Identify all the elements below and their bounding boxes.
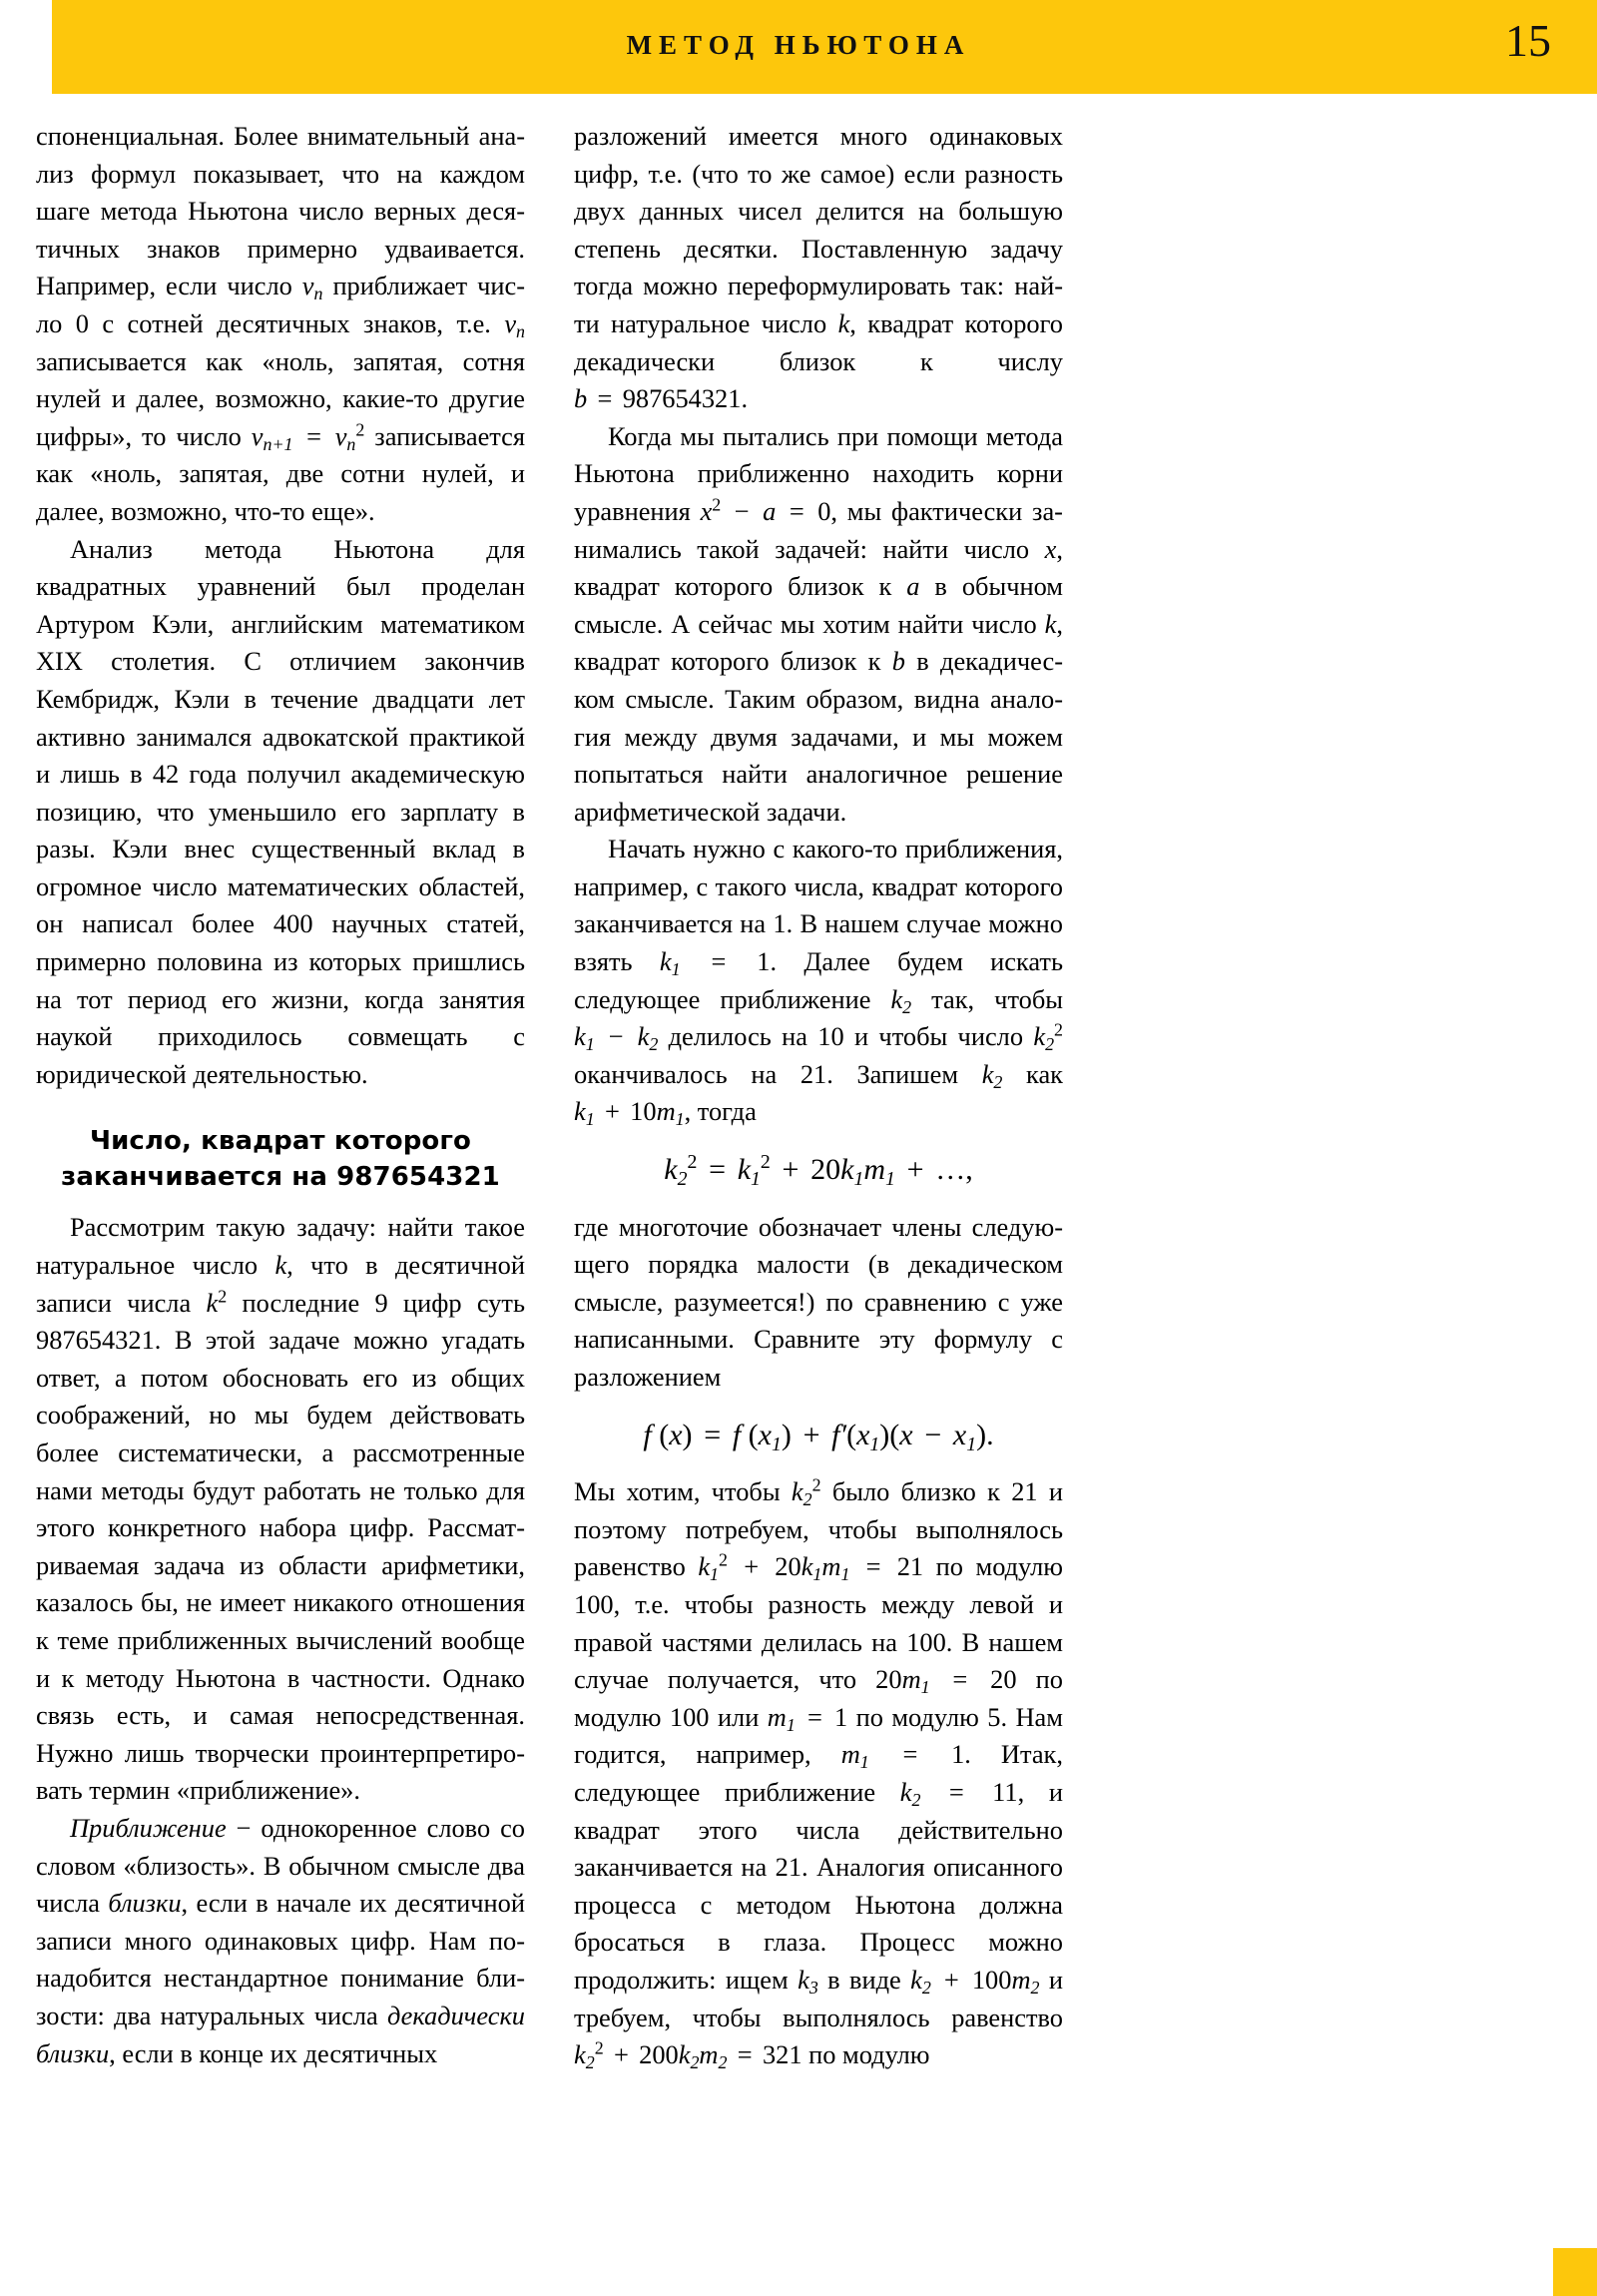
inline-math: b: [891, 646, 905, 677]
inline-math: $k_3$: [798, 1964, 818, 1998]
inline-math: k: [837, 307, 850, 338]
section-heading-line-1: Число, квадрат которого: [89, 1126, 472, 1157]
inline-math: $v_n$: [504, 307, 525, 341]
display-equation-1: $k_2^2 = k_1^2 + 20k_1m_1$ + …,: [664, 1151, 973, 1190]
inline-math: $k_2$: [890, 983, 912, 1017]
paragraph: Когда мы пытались при помощи метода Ньютона приближенно находить корни уравнения $x^2 - a = 0$, мы фактически занимались такой задачей: найти число x, квадрат которого близок к a в обычном смысле. А сейчас мы хотим найти число k, квадрат которого близок к b в декадическом смысле. Таким образом, видна аналогия между двумя задачами, и мы можем попытаться найти аналогичное решение арифметической задачи.: [574, 420, 1064, 827]
paragraph: Начать нужно с какого-то приближения, например, с такого числа, квадрат которого заканчивается на 1. В нашем случае можно взять $k_1 = 1$. Далее будем искать следующее приближение $k_2$ так, чтобы $k_1 - k_2$ делилось на 10 и чтобы число $k_2^2$ оканчивалось на 21. Запишем $k_2$ как $k_1 + 10m_1$, тогда: [574, 834, 1064, 1130]
inline-math: b = 987654321: [574, 383, 742, 414]
inline-math: $k_2 + 100m_2$: [910, 1964, 1040, 1998]
inline-math: $k^2$: [206, 1286, 228, 1318]
paragraph: Анализ метода Ньютона для квадратных уравнений был проделан Артуром Кэли, английским математиком XIX столетия. С отличием закончив Кембридж, Кэли в течение двадцати лет активно занимался адвокатской практикой и лишь в 42 года получил академическую позицию, что уменьшило его зарплату в разы. Кэли внес существенный вклад в огромное число математических областей, он написал более 400 научных статей, примерно половина из которых пришлись на тот период его жизни, когда занятия наукой приходилось совмещать с юридической деятельностью.: [36, 533, 525, 1089]
paragraph: споненциальная. Более внимательный анализ формул показывает, что на каждом шаге метода Ньютона число верных десятичных знаков примерно удваивается. Например, если число $v_n$ приближает число 0 с сотней десятичных знаков, т.е. $v_n$ записывается как «ноль, запятая, сотня нулей и далее, возможно, какие-то другие цифры», то число $v_{n+1} = v_n^2$ записывается как «ноль, запятая, две сотни нулей, и далее, возможно, что-то еще».: [36, 121, 526, 526]
left-text-column: [36, 118, 525, 2072]
right-text-column: [574, 118, 1063, 2074]
paragraph: Рассмотрим такую задачу: найти такое натуральное число k, что в десятичной записи числа $k^2$ последние 9 цифр суть 987654321. В этой задаче можно угадать ответ, а потом обосновать его из общих соображений, но мы будем действовать более систематически, а рассмотренные нами методы будут работать не только для этого конкретного набора цифр. Рассматриваемая задача из области арифметики, казалось бы, не имеет никакого отношения к теме приближенных вычислений вообще и к методу Ньютона в частности. Однако связь есть, и самая непосредственная. Нужно лишь творчески проинтерпретировать термин «приближение».: [36, 1212, 526, 1806]
paragraph: разложений имеется много одинаковых цифр, т.е. (что то же самое) если разность двух данных чисел делится на большую степень десятки. Поставленную задачу тогда можно переформулировать так: найти натуральное число k, квадрат которого декадически близок к числу b = 987654321.: [574, 121, 1063, 414]
display-equation-2: f (x) = f $(x_1) + f'(x_1)(x - x_1)$.: [643, 1418, 994, 1455]
running-header-title: МЕТОД НЬЮТОНА: [626, 30, 971, 60]
inline-math: x: [1044, 533, 1057, 564]
inline-math: $m_1 = 1$: [840, 1739, 965, 1773]
inline-math: $k_1 - k_2$: [574, 1021, 659, 1055]
inline-math: $x^2 - a = 0$: [700, 494, 831, 526]
inline-math: $20m_1 = 20$: [875, 1664, 1017, 1698]
inline-math: a: [906, 571, 920, 602]
inline-math: $k_2^2$: [791, 1474, 821, 1510]
inline-math: $k_1 = 1$: [659, 946, 771, 980]
paragraph: где многоточие обозначает члены следующего порядка малости (в декадическом смысле, разумеется!) по сравнению с уже написанными. Сравните эту формулу с разложением: [574, 1211, 1063, 1392]
inline-math: $k_2$: [981, 1058, 1003, 1092]
inline-math: $k_2^2 + 200k_2m_2 = 321$: [574, 2037, 802, 2073]
section-heading-line-2: заканчивается на 987654321: [61, 1162, 500, 1193]
inline-math: $k_2^2$: [1033, 1019, 1063, 1055]
inline-math: $v_{n+1} = v_n^2$: [251, 419, 365, 454]
paragraph: Приближение − однокоренное слово со словом «близость». В обычном смысле два числа близки, если в начале их десятичной записи много одинаковых цифр. Нам понадобится нестандартное понимание близости: два натуральных числа декадически близки, если в конце их десятичных: [36, 1812, 525, 2068]
inline-math: $m_1 = 1$: [767, 1701, 848, 1735]
paragraph: Мы хотим, чтобы $k_2^2$ было близко к 21 и поэтому потребуем, чтобы выполнялось равенство $k_1^2 + 20k_1m_1 = 21$ по модулю 100, т.е. чтобы разность между левой и правой частями делилась на 100. В нашем случае получается, что $20m_1 = 20$ по модулю 100 или $m_1 = 1$ по модулю 5. Нам годится, например, $m_1 = 1$. Итак, следующее приближение $k_2 = 11$, и квадрат этого числа действительно заканчивается на 21. Аналогия описанного процесса с методом Ньютона должна бросаться в глаза. Процесс можно продолжить: ищем $k_3$ в виде $k_2 + 100m_2$ и требуем, чтобы выполнялось равенство $k_2^2 + 200k_2m_2 = 321$ по модулю: [574, 1474, 1063, 2073]
inline-math: k: [1044, 608, 1057, 639]
section-heading: [36, 1123, 525, 1195]
inline-math: $k_2 = 11$: [899, 1776, 1018, 1810]
inline-math: $k_1 + 10m_1$: [574, 1096, 685, 1130]
emphasis: Приближение: [70, 1812, 227, 1843]
inline-math: $k_1^2 + 20k_1m_1 = 21$: [698, 1550, 924, 1585]
emphasis: близки: [108, 1888, 182, 1919]
inline-math: $v_n$: [301, 271, 323, 304]
page-number: 15: [1505, 15, 1551, 66]
emphasis: декадически близки: [36, 2000, 525, 2068]
inline-math: k: [274, 1250, 287, 1281]
corner-page-tab: [1553, 2248, 1597, 2296]
page-body: [0, 118, 1597, 2274]
